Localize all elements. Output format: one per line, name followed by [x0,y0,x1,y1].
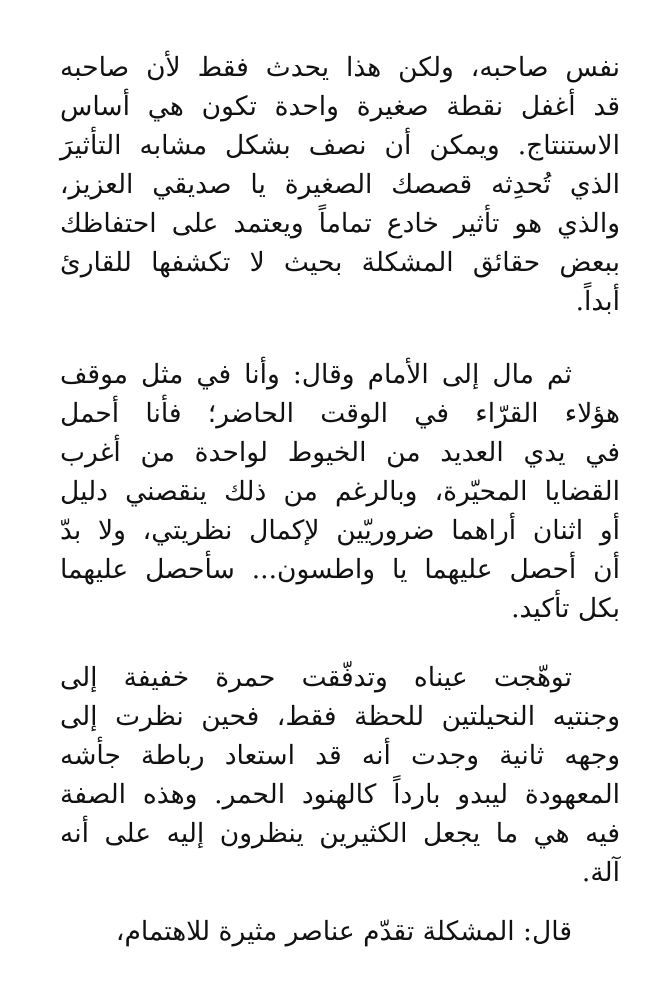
text-line: أن أحصل عليهما يا واطسون... سأحصل عليهما [60,554,620,585]
text-line: نفس صاحبه، ولكن هذا يحدث فقط لأن صاحبه [60,52,620,83]
text-line: وجهه ثانية وجدت أنه قد استعاد رباطة جأشه [60,740,620,771]
text-line: القضايا المحيّرة، وبالرغم من ذلك ينقصني دليل [60,476,620,507]
text-line: وجنتيه النحيلتين للحظة فقط، فحين نظرت إلى [60,701,620,732]
text-line: والذي هو تأثير خادع تماماً ويعتمد على احتفاظك [60,208,620,239]
text-line: فيه هي ما يجعل الكثيرين ينظرون إليه على أنه [60,818,620,849]
text-line: آلة. [581,857,620,888]
book-page [60,48,620,951]
text-line: قد أغفل نقطة صغيرة واحدة تكون هي أساس [60,91,620,122]
text-line: هؤلاء القرّاء في الوقت الحاضر؛ فأنا أحمل [60,398,620,429]
paragraph-1 [60,48,620,321]
text-line: الذي تُحدِثه قصصك الصغيرة يا صديقي العزيز، [60,169,620,200]
text-line: أو اثنان أراهما ضروريّين لإكمال نظريتي، ولا بدّ [60,515,620,546]
text-line: في يدي العديد من الخيوط لواحدة من أغرب [60,437,620,468]
text-line: بكل تأكيد. [511,593,620,624]
paragraph-2 [60,355,620,628]
text-line: توهّجت عيناه وتدفّقت حمرة خفيفة إلى [60,662,572,693]
text-line: قال: المشكلة تقدّم عناصر مثيرة للاهتمام، [115,916,572,947]
text-line: المعهودة ليبدو بارداً كالهنود الحمر. وهذه الصفة [60,779,620,810]
text-line: ببعض حقائق المشكلة بحيث لا تكشفها للقارئ [60,247,620,278]
text-line: الاستنتاج. ويمكن أن نصف بشكل مشابه التأثيرَ [60,130,620,161]
text-line: ثم مال إلى الأمام وقال: وأنا في مثل موقف [60,359,572,390]
paragraph-4 [60,912,620,951]
paragraph-3 [60,658,620,892]
text-line: أبداً. [575,286,620,317]
